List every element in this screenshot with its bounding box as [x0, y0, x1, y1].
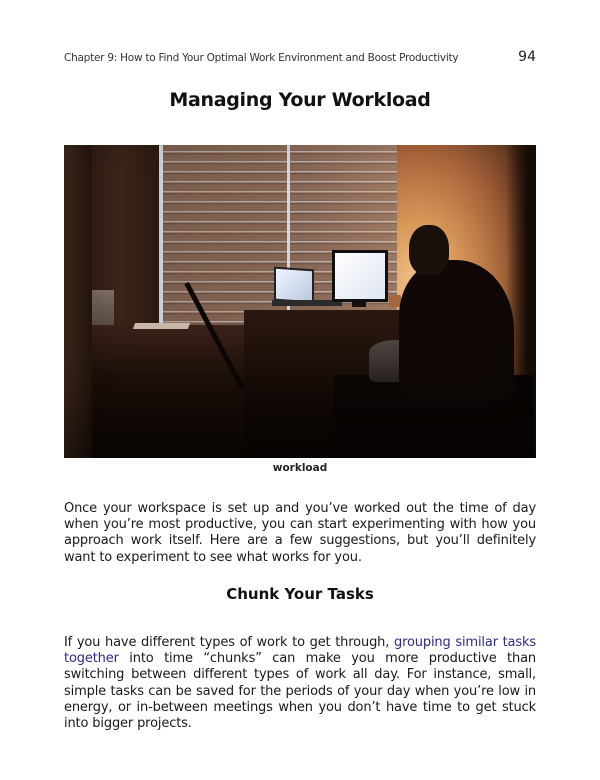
chunk-tasks-paragraph [64, 635, 536, 732]
page-number: 94 [518, 49, 536, 65]
page-header [64, 50, 536, 66]
grouping-similar-tasks-link[interactable]: grouping similar tasks together [64, 635, 536, 667]
chapter-title: Chapter 9: How to Find Your Optimal Work Environment and Boost Productivity [64, 52, 459, 64]
paragraph-text-start: If you have different types of work to get through, [64, 635, 394, 650]
figure-caption: workload [272, 462, 328, 474]
photo-vignette [64, 145, 536, 458]
intro-paragraph: Once your workspace is set up and you’ve worked out the time of day when you’re most productive, you can start experimenting with how you approach work itself. Here are a few suggestions, but you’ll definitely want to experiment to see what works for you. [64, 501, 536, 565]
section-title: Managing Your Workload [169, 89, 431, 111]
subsection-title: Chunk Your Tasks [226, 585, 374, 603]
workload-photo [64, 145, 536, 458]
paragraph-text-end: into time “chunks” can make you more productive than switching between different types of work all day. For instance, small, simple tasks can be saved for the periods of your day when you’re low in energy, or in-between meetings when you don’t have time to get stuck into bigger projects. [64, 651, 536, 732]
